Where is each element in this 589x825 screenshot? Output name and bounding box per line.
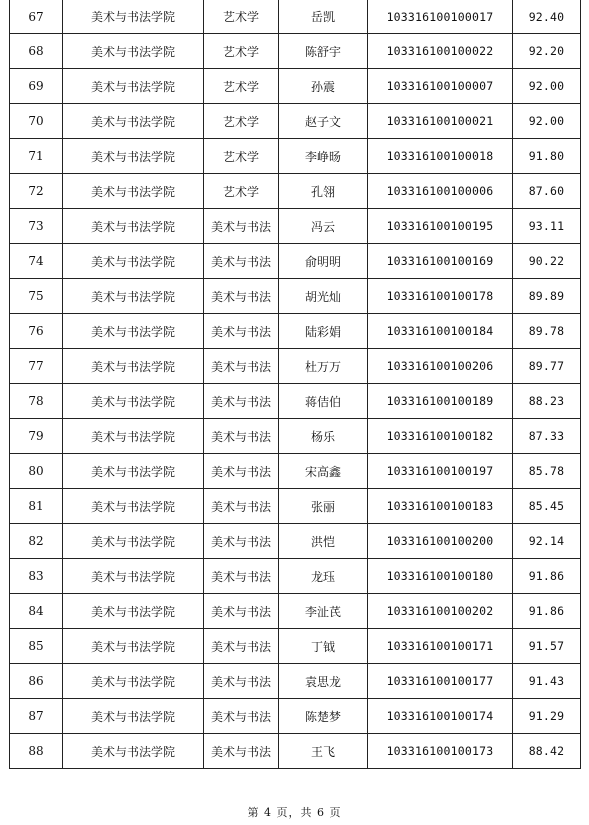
student-name-cell: 洪恺	[279, 524, 368, 559]
exam-id-cell: 103316100100197	[368, 454, 513, 489]
exam-id-cell: 103316100100171	[368, 629, 513, 664]
table-row	[10, 314, 581, 349]
college-cell: 美术与书法学院	[63, 104, 204, 139]
table-row	[10, 734, 581, 769]
exam-id-cell: 103316100100174	[368, 699, 513, 734]
table-row	[10, 594, 581, 629]
exam-id-cell: 103316100100177	[368, 664, 513, 699]
major-cell: 美术与书法	[204, 209, 279, 244]
student-name-cell: 张丽	[279, 489, 368, 524]
major-cell: 艺术学	[204, 174, 279, 209]
college-cell: 美术与书法学院	[63, 524, 204, 559]
major-cell: 美术与书法	[204, 244, 279, 279]
student-name-cell: 孙震	[279, 69, 368, 104]
college-cell: 美术与书法学院	[63, 594, 204, 629]
row-number: 83	[10, 559, 63, 594]
major-cell: 美术与书法	[204, 489, 279, 524]
exam-id-cell: 103316100100180	[368, 559, 513, 594]
exam-id-cell: 103316100100018	[368, 139, 513, 174]
college-cell: 美术与书法学院	[63, 279, 204, 314]
college-cell: 美术与书法学院	[63, 34, 204, 69]
major-cell: 艺术学	[204, 69, 279, 104]
college-cell: 美术与书法学院	[63, 349, 204, 384]
exam-id-cell: 103316100100006	[368, 174, 513, 209]
row-number: 69	[10, 69, 63, 104]
score-cell: 89.77	[513, 349, 581, 384]
college-cell: 美术与书法学院	[63, 454, 204, 489]
student-name-cell: 陈舒宇	[279, 34, 368, 69]
row-number: 67	[10, 0, 63, 34]
student-name-cell: 李峥旸	[279, 139, 368, 174]
row-number: 81	[10, 489, 63, 524]
exam-id-cell: 103316100100200	[368, 524, 513, 559]
table-row	[10, 699, 581, 734]
college-cell: 美术与书法学院	[63, 734, 204, 769]
exam-id-cell: 103316100100189	[368, 384, 513, 419]
score-cell: 88.23	[513, 384, 581, 419]
table-row	[10, 244, 581, 279]
row-number: 78	[10, 384, 63, 419]
row-number: 84	[10, 594, 63, 629]
student-name-cell: 宋高鑫	[279, 454, 368, 489]
table-row	[10, 209, 581, 244]
major-cell: 美术与书法	[204, 279, 279, 314]
score-cell: 91.80	[513, 139, 581, 174]
table-row	[10, 69, 581, 104]
score-cell: 85.45	[513, 489, 581, 524]
table-row	[10, 629, 581, 664]
score-cell: 91.29	[513, 699, 581, 734]
major-cell: 美术与书法	[204, 314, 279, 349]
major-cell: 美术与书法	[204, 559, 279, 594]
table-row	[10, 174, 581, 209]
table-row	[10, 559, 581, 594]
score-cell: 87.33	[513, 419, 581, 454]
table-row	[10, 489, 581, 524]
major-cell: 美术与书法	[204, 384, 279, 419]
score-cell: 92.00	[513, 69, 581, 104]
student-name-cell: 丁钺	[279, 629, 368, 664]
table-row	[10, 349, 581, 384]
score-cell: 90.22	[513, 244, 581, 279]
major-cell: 美术与书法	[204, 629, 279, 664]
row-number: 79	[10, 419, 63, 454]
student-name-cell: 杜万万	[279, 349, 368, 384]
row-number: 77	[10, 349, 63, 384]
score-cell: 85.78	[513, 454, 581, 489]
major-cell: 美术与书法	[204, 664, 279, 699]
exam-id-cell: 103316100100178	[368, 279, 513, 314]
student-name-cell: 冯云	[279, 209, 368, 244]
row-number: 75	[10, 279, 63, 314]
score-cell: 92.40	[513, 0, 581, 34]
exam-id-cell: 103316100100184	[368, 314, 513, 349]
exam-id-cell: 103316100100195	[368, 209, 513, 244]
score-cell: 89.89	[513, 279, 581, 314]
score-cell: 91.43	[513, 664, 581, 699]
row-number: 76	[10, 314, 63, 349]
page-footer: 第 4 页，共 6 页	[247, 806, 342, 819]
student-name-cell: 赵子文	[279, 104, 368, 139]
student-name-cell: 蒋佶伯	[279, 384, 368, 419]
exam-id-cell: 103316100100017	[368, 0, 513, 34]
major-cell: 艺术学	[204, 0, 279, 34]
college-cell: 美术与书法学院	[63, 314, 204, 349]
table-row	[10, 0, 581, 34]
college-cell: 美术与书法学院	[63, 489, 204, 524]
table-row	[10, 279, 581, 314]
college-cell: 美术与书法学院	[63, 664, 204, 699]
student-name-cell: 俞明明	[279, 244, 368, 279]
row-number: 87	[10, 699, 63, 734]
college-cell: 美术与书法学院	[63, 139, 204, 174]
score-cell: 92.20	[513, 34, 581, 69]
row-number: 86	[10, 664, 63, 699]
college-cell: 美术与书法学院	[63, 0, 204, 34]
major-cell: 美术与书法	[204, 349, 279, 384]
table-row	[10, 524, 581, 559]
score-cell: 91.57	[513, 629, 581, 664]
score-cell: 91.86	[513, 594, 581, 629]
major-cell: 美术与书法	[204, 454, 279, 489]
row-number: 82	[10, 524, 63, 559]
student-name-cell: 陆彩娟	[279, 314, 368, 349]
exam-id-cell: 103316100100007	[368, 69, 513, 104]
exam-id-cell: 103316100100173	[368, 734, 513, 769]
college-cell: 美术与书法学院	[63, 384, 204, 419]
student-name-cell: 胡光灿	[279, 279, 368, 314]
exam-id-cell: 103316100100022	[368, 34, 513, 69]
major-cell: 艺术学	[204, 34, 279, 69]
major-cell: 艺术学	[204, 104, 279, 139]
student-name-cell: 王飞	[279, 734, 368, 769]
student-name-cell: 杨乐	[279, 419, 368, 454]
row-number: 68	[10, 34, 63, 69]
student-name-cell: 龙珏	[279, 559, 368, 594]
table-row	[10, 104, 581, 139]
exam-id-cell: 103316100100021	[368, 104, 513, 139]
row-number: 70	[10, 104, 63, 139]
exam-id-cell: 103316100100182	[368, 419, 513, 454]
college-cell: 美术与书法学院	[63, 244, 204, 279]
college-cell: 美术与书法学院	[63, 419, 204, 454]
row-number: 80	[10, 454, 63, 489]
major-cell: 美术与书法	[204, 734, 279, 769]
table-row	[10, 664, 581, 699]
major-cell: 美术与书法	[204, 594, 279, 629]
exam-id-cell: 103316100100169	[368, 244, 513, 279]
college-cell: 美术与书法学院	[63, 209, 204, 244]
score-cell: 88.42	[513, 734, 581, 769]
college-cell: 美术与书法学院	[63, 559, 204, 594]
row-number: 74	[10, 244, 63, 279]
exam-id-cell: 103316100100183	[368, 489, 513, 524]
student-name-cell: 袁思龙	[279, 664, 368, 699]
student-name-cell: 孔翎	[279, 174, 368, 209]
table-row	[10, 384, 581, 419]
exam-id-cell: 103316100100206	[368, 349, 513, 384]
results-table	[9, 0, 581, 769]
table-row	[10, 34, 581, 69]
score-cell: 87.60	[513, 174, 581, 209]
score-cell: 92.14	[513, 524, 581, 559]
table-row	[10, 454, 581, 489]
row-number: 85	[10, 629, 63, 664]
major-cell: 美术与书法	[204, 524, 279, 559]
table-body	[10, 0, 581, 769]
row-number: 73	[10, 209, 63, 244]
table-row	[10, 139, 581, 174]
score-cell: 89.78	[513, 314, 581, 349]
college-cell: 美术与书法学院	[63, 174, 204, 209]
score-cell: 91.86	[513, 559, 581, 594]
college-cell: 美术与书法学院	[63, 629, 204, 664]
major-cell: 美术与书法	[204, 699, 279, 734]
score-cell: 92.00	[513, 104, 581, 139]
student-name-cell: 岳凯	[279, 0, 368, 34]
table-row	[10, 419, 581, 454]
major-cell: 美术与书法	[204, 419, 279, 454]
major-cell: 艺术学	[204, 139, 279, 174]
score-cell: 93.11	[513, 209, 581, 244]
exam-id-cell: 103316100100202	[368, 594, 513, 629]
college-cell: 美术与书法学院	[63, 69, 204, 104]
row-number: 72	[10, 174, 63, 209]
row-number: 71	[10, 139, 63, 174]
college-cell: 美术与书法学院	[63, 699, 204, 734]
student-name-cell: 陈楚梦	[279, 699, 368, 734]
row-number: 88	[10, 734, 63, 769]
student-name-cell: 李沚芪	[279, 594, 368, 629]
